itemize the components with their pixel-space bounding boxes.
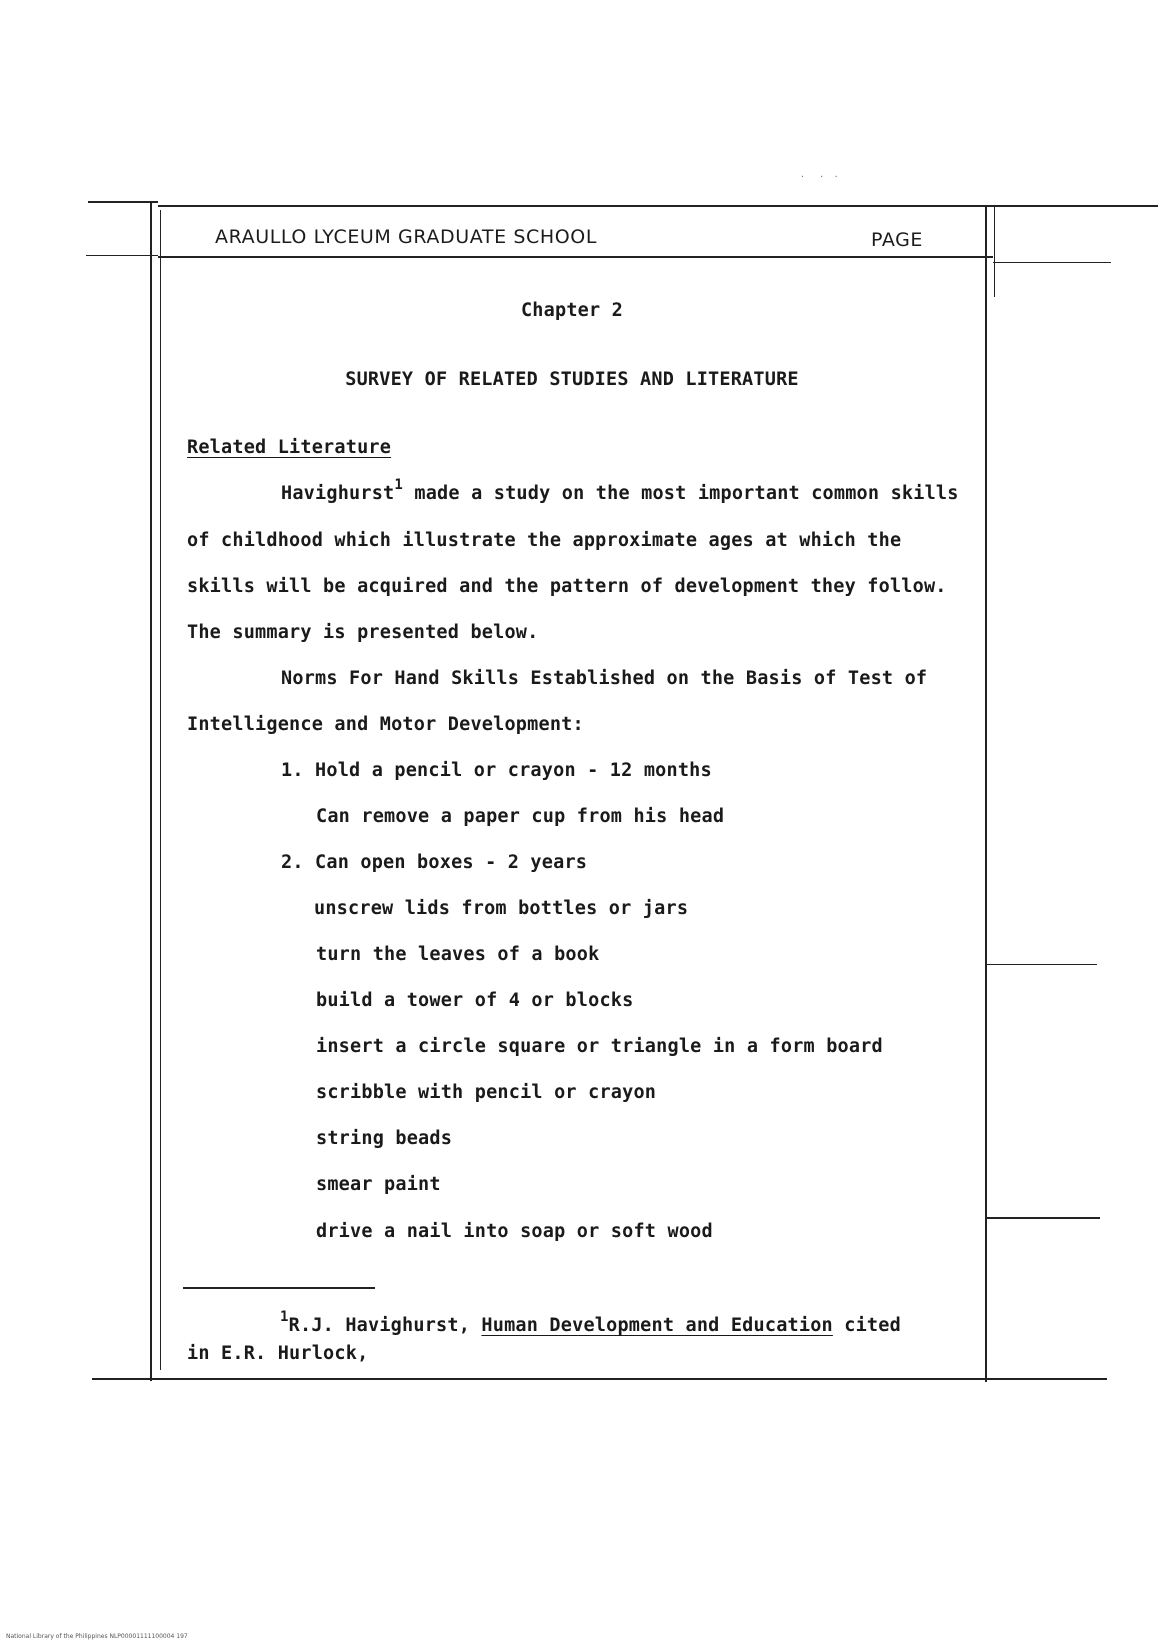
school-name: ARAULLO LYCEUM GRADUATE SCHOOL [215, 226, 598, 248]
norms-line-2: Intelligence and Motor Development: [187, 714, 584, 735]
right-margin-line [985, 207, 987, 1382]
list-item-1-sub: Can remove a paper cup from his head [316, 806, 725, 827]
footnote-separator [183, 1287, 375, 1289]
footnote-line-2: in E.R. Hurlock, [187, 1343, 369, 1364]
footnote-book-title: Human Development and Education [481, 1315, 833, 1336]
footnote-mark: 1 [280, 1309, 289, 1325]
chapter-number: Chapter 2 [520, 300, 624, 321]
list-item-1: 1. Hold a pencil or crayon - 12 months [281, 760, 712, 781]
top-rule-left [88, 201, 158, 203]
margin-mark-right-1 [985, 964, 1097, 965]
header-underline-right [993, 262, 1111, 263]
list-item-2-sub: unscrew lids from bottles or jars [314, 898, 689, 919]
left-margin-line [150, 201, 152, 1381]
list-item-2-sub: scribble with pencil or crayon [316, 1082, 657, 1103]
chapter-title: SURVEY OF RELATED STUDIES AND LITERATURE [345, 369, 799, 390]
list-item-2-sub: smear paint [316, 1174, 441, 1195]
paragraph-line-4: The summary is presented below. [187, 622, 539, 643]
author-name: Havighurst [281, 483, 395, 504]
list-item-2-sub: drive a nail into soap or soft wood [316, 1221, 713, 1242]
mid-left-rule [86, 255, 158, 256]
footnote-author: R.J. Havighurst, [288, 1315, 471, 1336]
left-margin-line-inner [160, 210, 161, 1370]
scan-footer: National Library of the Philippines NLP00001111100004 197 [6, 1633, 188, 1640]
footnote-cited: cited [844, 1315, 901, 1336]
footnote-reference: 1 [394, 477, 404, 493]
list-item-2-sub: string beads [316, 1128, 453, 1149]
list-item-2: 2. Can open boxes - 2 years [281, 852, 588, 873]
list-item-2-sub: build a tower of 4 or blocks [316, 990, 634, 1011]
margin-mark-right-2 [985, 1217, 1100, 1219]
paragraph-line-3: skills will be acquired and the pattern of development they follow. [187, 576, 947, 597]
scan-specks: · · · [800, 172, 839, 181]
paragraph-line-1-rest: made a study on the most important common skills [414, 483, 959, 504]
page-label: PAGE [871, 229, 924, 251]
paragraph-line-2: of childhood which illustrate the approximate ages at which the [187, 530, 902, 551]
paragraph-line-1 [281, 477, 959, 504]
list-item-2-sub: insert a circle square or triangle in a form board [316, 1036, 883, 1057]
section-heading: Related Literature [187, 437, 392, 458]
list-item-2-sub: turn the leaves of a book [316, 944, 600, 965]
bottom-rule [92, 1378, 1107, 1380]
top-rule-main [158, 205, 1158, 207]
right-margin-line-outer [994, 207, 995, 297]
header-underline [158, 256, 993, 258]
footnote-line-1 [280, 1309, 901, 1336]
norms-line-1: Norms For Hand Skills Established on the Basis of Test of [281, 668, 928, 689]
